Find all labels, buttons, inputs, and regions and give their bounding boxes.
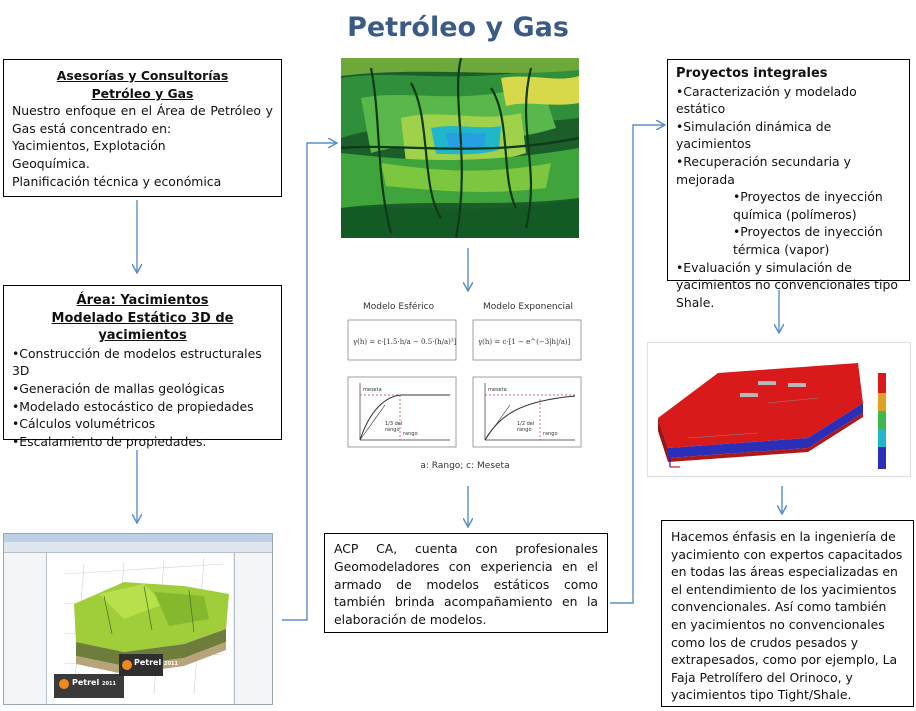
reservoir-area-box [3,285,282,449]
rango-label-left: rango [403,431,418,437]
consulting-line-3: Yacimientos, Explotación [12,138,166,154]
petrel-brand-small: Petrel [72,678,100,687]
reservoir-heading-1: Área: Yacimientos [76,293,209,308]
consulting-heading-1: Asesorías y Consultorías [56,68,229,83]
reservoir-property-map [341,58,579,238]
integral-projects-box [667,59,910,310]
consulting-line-5: Planificación técnica y económica [12,173,222,189]
geomodeling-text: ACP CA, cuenta con profesionales Geomodeladores con experiencia en el armado de modelos estáticos como también brinda acompañamiento en la elaboración de modelos. [334,541,598,628]
projects-item-1: •Caracterización y modelado estático [676,83,857,117]
fraction-right-line1: 1/2 del [517,421,535,427]
variogram-caption: a: Rango; c: Meseta [420,461,510,471]
consulting-line-4: Geoquímica. [12,155,90,171]
projects-item-4: •Evaluación y simulación de yacimientos no convencionales tipo Shale. [676,259,898,310]
petrel-brand: Petrel [134,658,162,667]
petrel-version: 2011 [164,661,178,667]
consulting-box [3,59,282,197]
spherical-model-label: Modelo Esférico [363,302,435,312]
svg-text:γ(h) = c·[1 − e^(−3|h|/a)]: γ(h) = c·[1 − e^(−3|h|/a)] [478,338,571,346]
petrel-version-small: 2011 [102,681,116,687]
variogram-models-image [345,295,585,480]
engineering-emphasis-box [661,520,914,707]
reservoir-item-4: •Cálculos volumétricos [12,416,156,432]
projects-item-3: •Recuperación secundaria y mejorada [676,153,851,187]
fraction-left-line1: 1/3 del [385,421,403,427]
meseta-label-right: meseta [488,387,507,393]
fraction-left-line2: rango [385,427,400,433]
reservoir-item-1: •Construcción de modelos estructurales 3D [12,345,262,379]
consulting-heading-2: Petróleo y Gas [91,85,194,101]
reservoir-item-2: •Generación de mallas geológicas [12,380,225,396]
reservoir-item-3: •Modelado estocástico de propiedades [12,398,254,414]
meseta-label-left: meseta [363,387,382,393]
projects-heading: Proyectos integrales [676,66,828,81]
rango-label-right: rango [543,431,558,437]
simulation-3d-model [647,342,911,477]
fraction-right-line2: rango [517,427,532,433]
engineering-text: Hacemos énfasis en la ingeniería de yacimiento con expertos capacitados en todas las áreas especializadas en el entendimiento de los yacimientos convencionales. Así como también en yacimientos no convencionales como los de crudos pesados y extrapesados, como por ejemplo, La Faja Petrolífero del Orinoco, y yacimientos tipo Tight/Shale. [671,529,903,703]
reservoir-item-5: •Escalamiento de propiedades. [12,433,207,449]
projects-subitem-1: •Proyectos de inyección química (polímeros) [733,189,883,222]
consulting-line-1: Nuestro enfoque en el Área de Petróleo y [12,103,273,119]
exponential-model-label: Modelo Exponencial [483,302,574,312]
page-title: Petróleo y Gas [347,12,569,43]
consulting-line-2: Gas está concentrado en: [12,120,172,136]
svg-text:γ(h) = c·[1.5·h/a − 0.5·(h/a)³: γ(h) = c·[1.5·h/a − 0.5·(h/a)³] [353,338,457,346]
fraction-label-right [517,421,534,433]
reservoir-heading-2: Modelado Estático 3D de yacimientos [51,310,234,344]
fraction-label-left [385,421,402,433]
projects-item-2: •Simulación dinámica de yacimientos [676,118,832,152]
software-screenshot [3,533,273,705]
projects-subitem-2: •Proyectos de inyección térmica (vapor) [733,224,883,257]
geomodeling-box [324,533,608,633]
petrel-3d-view [4,534,272,704]
